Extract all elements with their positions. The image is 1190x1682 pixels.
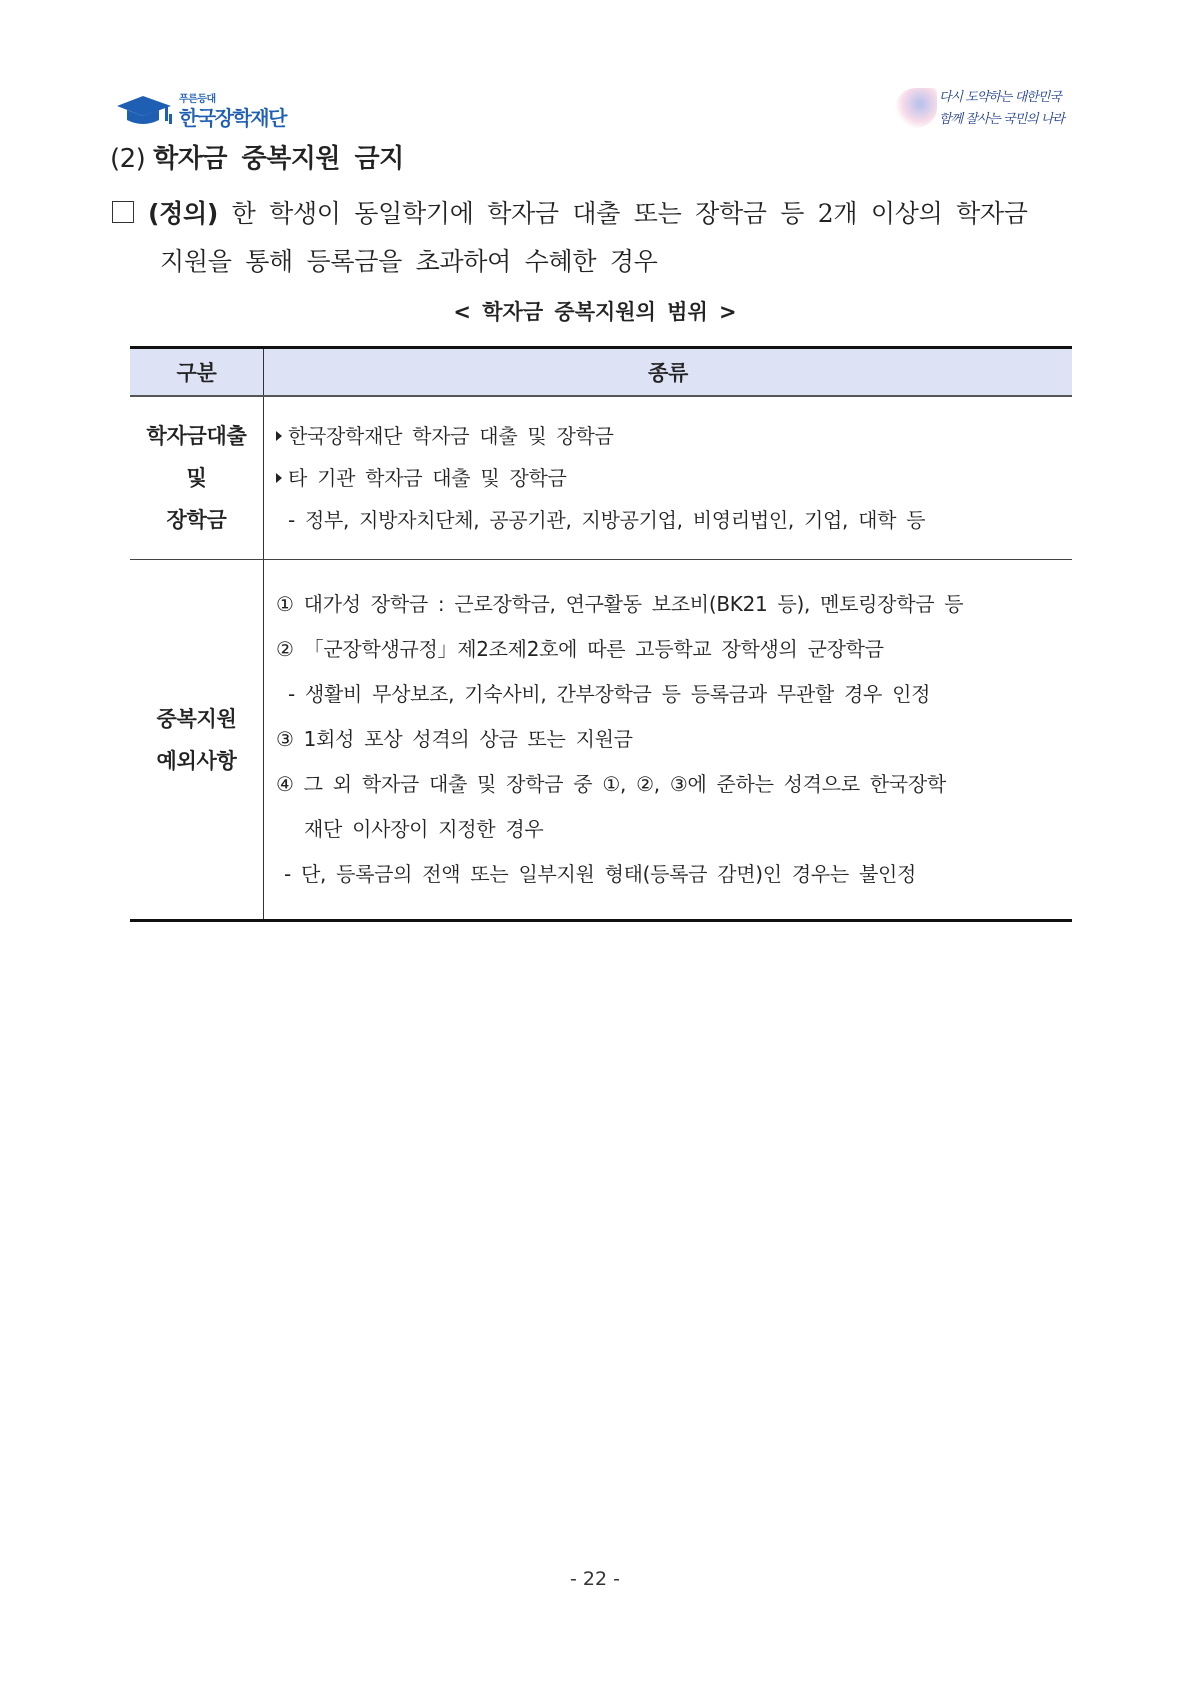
table-row xyxy=(130,560,1072,921)
definition-paragraph xyxy=(112,190,1092,286)
list-item-continuation: 재단 이사장이 지정한 경우 xyxy=(304,817,544,841)
category-line: 학자금대출 xyxy=(146,424,247,448)
type-cell xyxy=(264,396,1073,560)
triangle-bullet-icon xyxy=(276,431,282,441)
section-title xyxy=(110,138,404,175)
duplicate-support-table xyxy=(130,346,1072,922)
list-item-text: 타 기관 학자금 대출 및 장학금 xyxy=(288,466,567,490)
list-subitem: - 생활비 무상보조, 기숙사비, 간부장학금 등 등록금과 무관할 경우 인정 xyxy=(288,682,931,706)
category-line: 장학금 xyxy=(166,508,227,532)
checkbox-square-icon xyxy=(112,201,134,223)
category-cell xyxy=(130,396,264,560)
table-header-row xyxy=(130,348,1072,397)
slogan-line-2: 함께 잘사는 국민의 나라 xyxy=(939,112,1064,127)
category-line: 중복지원 xyxy=(156,706,237,731)
list-item: ① 대가성 장학금 : 근로장학금, 연구활동 보조비(BK21 등), 멘토링장학금 등 xyxy=(276,592,964,616)
section-heading: 학자금 중복지원 금지 xyxy=(153,144,404,174)
category-cell xyxy=(130,560,264,921)
table-caption: < 학자금 중복지원의 범위 > xyxy=(453,300,737,324)
page-number: - 22 - xyxy=(570,1568,620,1590)
column-header-type: 종류 xyxy=(264,348,1073,397)
slogan-logo xyxy=(895,82,1090,134)
list-item: ④ 그 외 학자금 대출 및 장학금 중 ①, ②, ③에 준하는 성격으로 한국장학 xyxy=(276,772,946,796)
list-item: ② 「군장학생규정」제2조제2호에 따른 고등학교 장학생의 군장학금 xyxy=(276,637,884,661)
section-number: (2) xyxy=(110,144,146,174)
graduation-cap-icon xyxy=(115,94,173,128)
definition-label: (정의) xyxy=(148,199,218,228)
list-item xyxy=(276,457,1072,499)
definition-line-1: 한 학생이 동일학기에 학자금 대출 또는 장학금 등 2개 이상의 학자금 xyxy=(231,199,1028,228)
definition-line-2: 지원을 통해 등록금을 초과하여 수혜한 경우 xyxy=(160,247,658,276)
brush-splash-icon xyxy=(895,88,937,128)
logo-name: 한국장학재단 xyxy=(179,106,286,130)
column-header-category: 구분 xyxy=(130,348,264,397)
list-item xyxy=(276,415,1072,457)
list-item-text: 한국장학재단 학자금 대출 및 장학금 xyxy=(288,424,614,448)
logo-tagline: 푸른등대 xyxy=(179,94,216,105)
triangle-bullet-icon xyxy=(276,473,282,483)
category-line: 및 xyxy=(186,466,207,490)
type-cell xyxy=(264,560,1073,921)
kosaf-logo xyxy=(115,88,295,132)
list-subitem: - 정부, 지방자치단체, 공공기관, 지방공기업, 비영리법인, 기업, 대학 등 xyxy=(288,508,926,532)
list-subitem: - 단, 등록금의 전액 또는 일부지원 형태(등록금 감면)인 경우는 불인정 xyxy=(284,862,917,886)
list-item: ③ 1회성 포상 성격의 상금 또는 지원금 xyxy=(276,727,633,751)
slogan-line-1: 다시 도약하는 대한민국 xyxy=(939,90,1061,105)
category-line: 예외사항 xyxy=(156,748,237,773)
table-row xyxy=(130,396,1072,560)
